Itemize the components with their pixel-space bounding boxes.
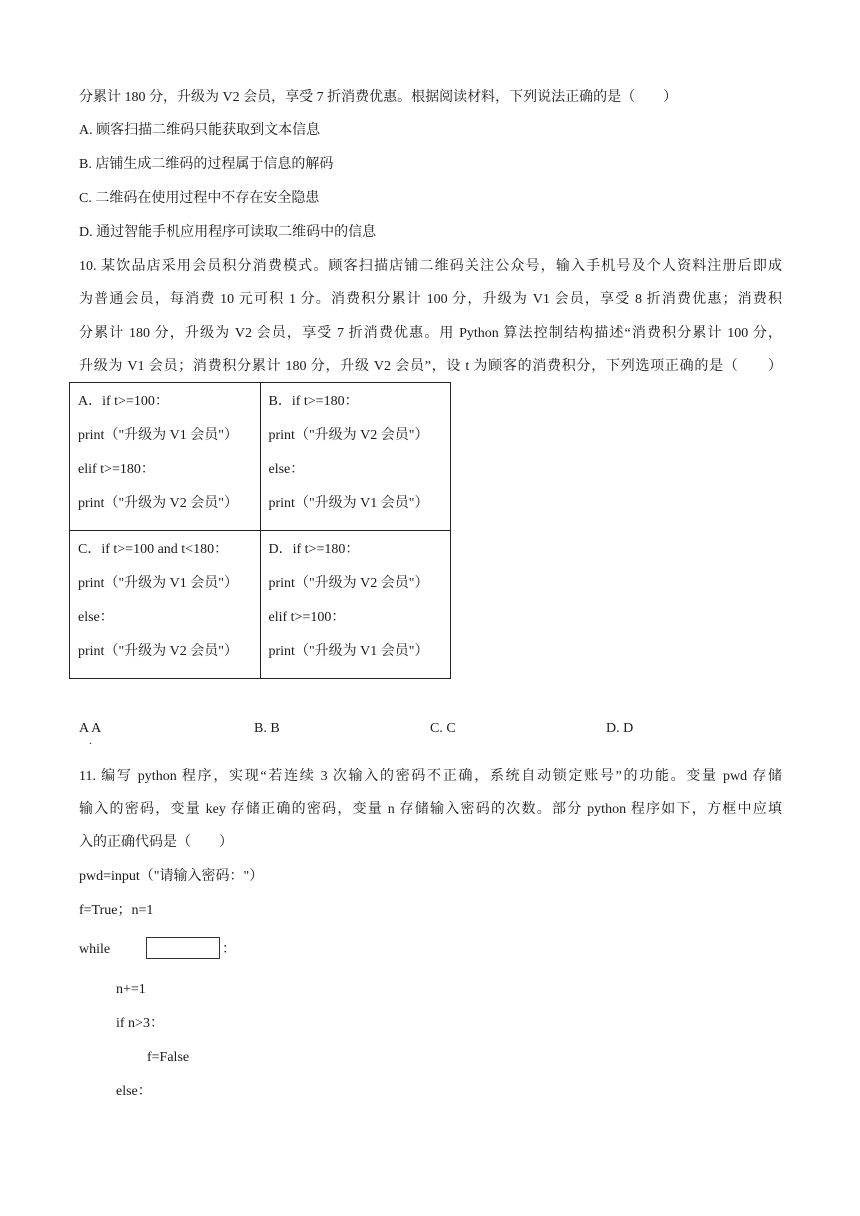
q10-answer-d: D. D [606,721,634,736]
q11-answer-blank-box[interactable] [146,937,220,959]
q11-stem-line-3: 入的正确代码是（ ） [79,835,233,850]
code-line: else： [268,462,305,477]
q10-answer-c: C. C [430,721,456,736]
q10-option-d-cell [260,531,451,679]
code-line: print（"升级为 V2 会员"） [268,576,429,591]
code-line: C．if t>=100 and t<180： [78,542,229,557]
q10-answer-dot: . [89,733,92,747]
q11-code-while-colon: ： [222,942,236,957]
code-line: elif t>=100： [268,610,346,625]
q10-options-table [69,382,451,679]
q11-code-flag-false: f=False [147,1050,190,1065]
q11-code-if: if n>3： [116,1016,164,1031]
q11-code-while-keyword: while [79,942,111,957]
q10-stem-line-2: 为普通会员，每消费 10 元可积 1 分。消费积分累计 100 分，升级为 V1 会员，享受 8 折消费优惠；消费积 [79,292,782,307]
code-line: print（"升级为 V1 会员"） [78,576,238,591]
code-line: A．if t>=100： [78,394,169,409]
q10-answer-a: A A [79,721,102,736]
q9-option-a: A. 顾客扫描二维码只能获取到文本信息 [79,123,321,138]
q9-option-b: B. 店铺生成二维码的过程属于信息的解码 [79,157,334,172]
code-line: print（"升级为 V1 会员"） [268,644,429,659]
q10-stem-line-1: 10. 某饮品店采用会员积分消费模式。顾客扫描店铺二维码关注公众号，输入手机号及个人资料注册后即成 [79,259,782,274]
code-line: D．if t>=180： [268,542,360,557]
q10-option-b-cell [260,383,451,531]
code-line: else： [78,610,114,625]
q11-code-else: else： [116,1084,152,1099]
q9-option-c: C. 二维码在使用过程中不存在安全隐患 [79,191,320,206]
q10-stem-line-4: 升级为 V1 会员；消费积分累计 180 分，升级 V2 会员”，设 t 为顾客的消费积分，下列选项正确的是（ ） [79,359,782,374]
q10-option-c-cell [70,531,261,679]
q9-stem-continuation: 分累计 180 分，升级为 V2 会员，享受 7 折消费优惠。根据阅读材料，下列说法正确的是（ ） [79,90,678,105]
code-line: print（"升级为 V2 会员"） [78,496,238,511]
code-line: print（"升级为 V2 会员"） [268,428,429,443]
code-line: print（"升级为 V1 会员"） [268,496,429,511]
q10-stem-line-3: 分累计 180 分，升级为 V2 会员，享受 7 折消费优惠。用 Python 算法控制结构描述“消费积分累计 100 分， [79,326,782,341]
q11-code-increment: n+=1 [116,982,146,997]
q11-stem-line-2: 输入的密码，变量 key 存储正确的密码，变量 n 存储输入密码的次数。部分 python 程序如下，方框中应填 [79,802,782,817]
code-line: elif t>=180： [78,462,155,477]
q11-code-init: f=True；n=1 [79,903,154,918]
code-line: B．if t>=180： [268,394,359,409]
q9-option-d: D. 通过智能手机应用程序可读取二维码中的信息 [79,225,377,240]
q10-option-a-cell [70,383,261,531]
q10-answer-b: B. B [254,721,280,736]
code-line: print（"升级为 V1 会员"） [78,428,238,443]
code-line: print（"升级为 V2 会员"） [78,644,238,659]
q11-stem-line-1: 11. 编写 python 程序，实现“若连续 3 次输入的密码不正确，系统自动锁定账号”的功能。变量 pwd 存储 [79,769,782,784]
q11-code-input: pwd=input（"请输入密码："） [79,869,264,884]
